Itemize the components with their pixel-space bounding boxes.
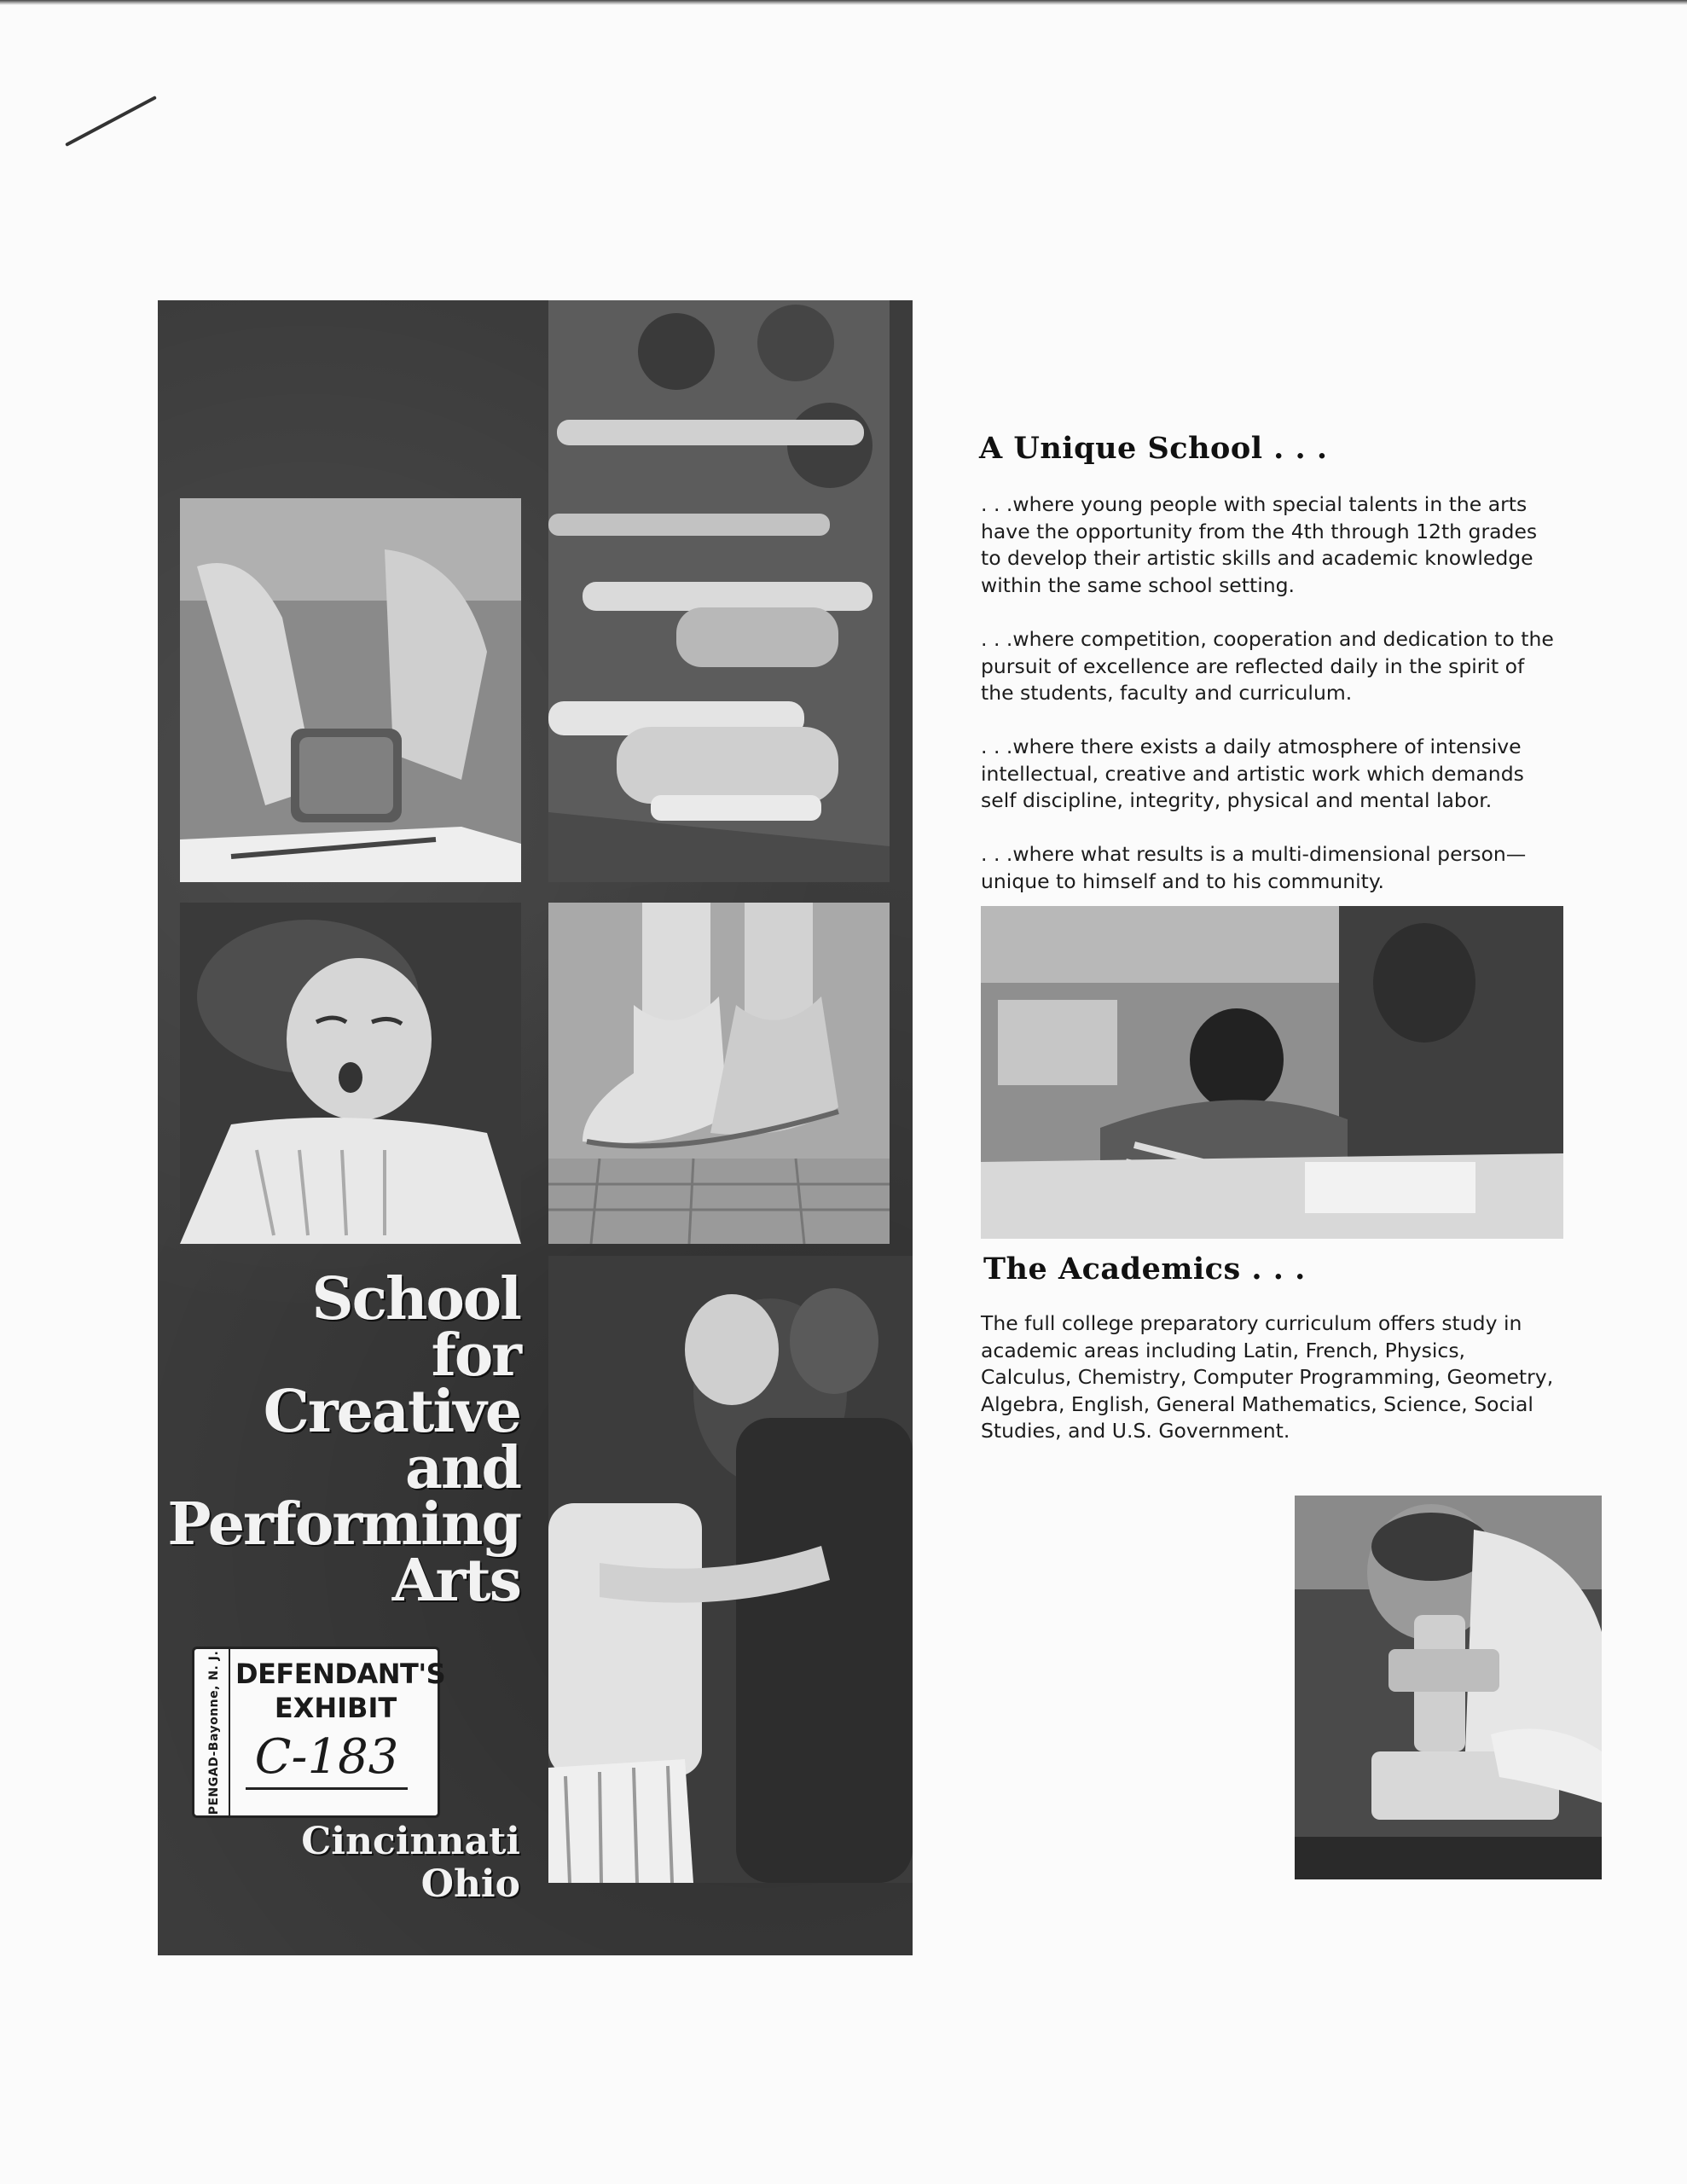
pen-mark xyxy=(65,96,157,147)
singing-girl-photo xyxy=(180,903,521,1244)
unique-school-paragraph: . . .where competition, cooperation and dedication to the pursuit of excellence are reflected daily in the spirit of the students, faculty and curriculum. xyxy=(981,627,1554,705)
cover-city-line: Ohio xyxy=(420,1862,520,1906)
cover-title-line: and xyxy=(404,1434,520,1502)
sticker-line2: EXHIBIT xyxy=(274,1692,397,1724)
cover-title xyxy=(167,1265,520,1615)
cover-city-line: Cincinnati xyxy=(301,1820,520,1863)
microscope-student-photo xyxy=(1295,1496,1602,1879)
unique-school-paragraph: . . .where there exists a daily atmosphere of intensive intellectual, creative and artistic work which demands self discipline, integrity, physical and mental labor. xyxy=(981,735,1524,812)
cover-title-line: Performing xyxy=(167,1490,520,1559)
academics-heading: The Academics . . . xyxy=(983,1252,1306,1287)
sculpting-hands-photo xyxy=(180,498,521,882)
trumpet-players-photo xyxy=(548,300,890,882)
cover-city xyxy=(301,1821,520,1906)
ballet-feet-photo xyxy=(548,903,890,1244)
cover-title-line: Creative xyxy=(263,1378,520,1446)
academics-paragraph: The full college preparatory curriculum offers study in academic areas including Latin, French, Physics, Calculus, Chemistry, Computer Programming, Geometry, Algebra, English, General Mathematics, Science, Social Studies, and U.S. Government. xyxy=(981,1311,1554,1443)
cover-title-line: School xyxy=(311,1265,520,1333)
students-writing-photo xyxy=(981,906,1563,1239)
unique-school-paragraph: . . .where what results is a multi-dimensional person—unique to himself and to his community. xyxy=(981,842,1527,893)
scan-edge xyxy=(0,0,1687,5)
exhibit-sticker xyxy=(192,1647,446,1818)
sticker-line1: DEFENDANT'S xyxy=(235,1658,446,1690)
cover-title-line: Arts xyxy=(391,1547,520,1615)
cover-title-line: for xyxy=(431,1321,520,1390)
sticker-side-strip xyxy=(200,1649,230,1815)
unique-school-heading: A Unique School . . . xyxy=(979,431,1328,466)
exhibit-number: C-183 xyxy=(246,1728,408,1790)
unique-school-paragraph: . . .where young people with special talents in the arts have the opportunity from the 4th through 12th grades to develop their artistic skills and academic knowledge within the same school setting. xyxy=(981,492,1538,597)
sticker-side-text: PENGAD-Bayonne, N. J. xyxy=(207,1650,221,1815)
actors-photo xyxy=(548,1256,913,1883)
